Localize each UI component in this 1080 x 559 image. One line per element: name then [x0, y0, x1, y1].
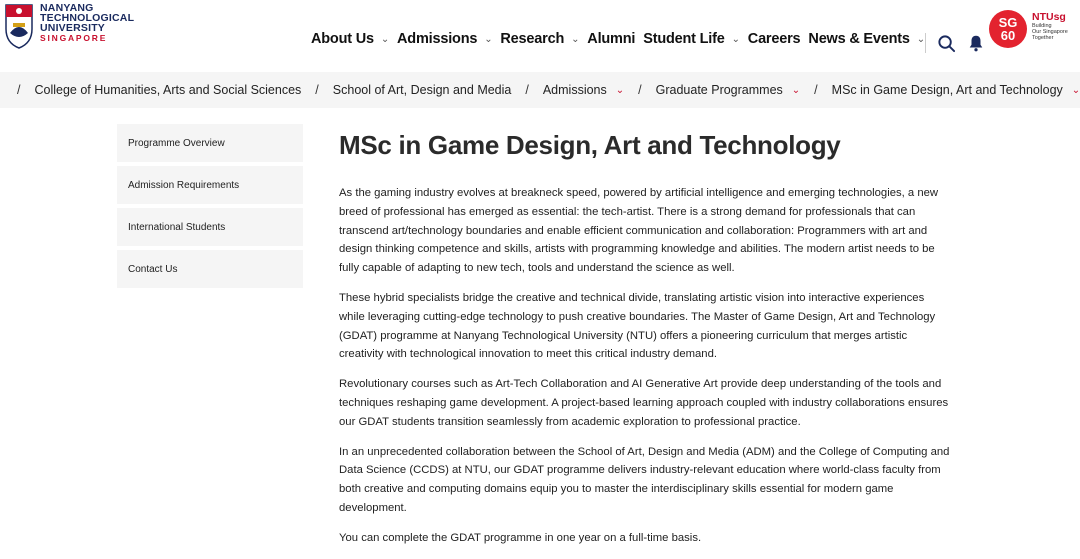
- intro-paragraph-4: In an unprecedented collaboration between the School of Art, Design and Media (ADM) and the College of Computing and Data Science (CCDS) at NTU, our GDAT programme delivers industry-relevant education where world-class faculty from both creative and computing domains equip you to master the interdisciplinary skills essential for modern game development.: [339, 445, 950, 514]
- nav-careers[interactable]: [748, 31, 801, 47]
- main-nav: [311, 31, 933, 47]
- breadcrumb-graduate-programmes[interactable]: [656, 83, 801, 97]
- breadcrumb-admissions[interactable]: [543, 83, 624, 97]
- nav-label: About Us: [311, 31, 374, 47]
- breadcrumb: [0, 72, 1080, 108]
- ntu-logo[interactable]: [4, 3, 134, 49]
- breadcrumb-school[interactable]: [333, 83, 512, 97]
- breadcrumb-separator: /: [814, 83, 818, 97]
- breadcrumb-separator: /: [17, 83, 21, 97]
- site-header: [0, 0, 1080, 66]
- ntusg-tagline-2: Our Singapore: [1032, 29, 1068, 35]
- sidebar: [117, 124, 303, 292]
- bell-icon[interactable]: [967, 34, 985, 52]
- breadcrumb-separator: /: [315, 83, 319, 97]
- nav-label: Careers: [747, 31, 801, 47]
- ntusg-tagline-1: Building: [1032, 23, 1052, 29]
- chevron-down-icon[interactable]: ⌄: [1071, 84, 1080, 96]
- breadcrumb-label: School of Art, Design and Media: [332, 83, 512, 97]
- sidebar-item-label: International Students: [128, 221, 226, 233]
- nav-label: Admissions: [397, 31, 478, 47]
- intro-paragraph-1: As the gaming industry evolves at breakneck speed, powered by artificial intelligence and emerging technologies, a new breed of professional has emerged as essential: the tech-artist. There is a strong demand for professionals that can transcend art/technology boundaries and enable efficient communication and collaboration: Programmers with art and design thinking competence and skills, artists with programming knowledge and abilities. The modern artist needs to be fully capable of adapting to new tech, tools and understand the science as well.: [339, 187, 939, 275]
- nav-label: Research: [500, 31, 565, 47]
- sidebar-item-international-students[interactable]: [117, 208, 303, 246]
- search-icon[interactable]: [937, 34, 956, 53]
- nav-label: Student Life: [643, 31, 725, 47]
- sidebar-item-contact-us[interactable]: [117, 250, 303, 288]
- intro-paragraph-5: You can complete the GDAT programme in one year on a full-time basis.: [339, 531, 702, 544]
- nav-news-events[interactable]: [808, 31, 925, 47]
- sidebar-item-label: Admission Requirements: [128, 179, 240, 191]
- nav-research[interactable]: [500, 31, 579, 47]
- breadcrumb-current-page[interactable]: [832, 83, 1080, 97]
- logo-line-4: SINGAPORE: [40, 33, 108, 43]
- nav-student-life[interactable]: [643, 31, 740, 47]
- breadcrumb-label: MSc in Game Design, Art and Technology: [831, 83, 1063, 97]
- breadcrumb-separator: /: [525, 83, 529, 97]
- logo-line-3: UNIVERSITY: [40, 22, 106, 34]
- nav-alumni[interactable]: [587, 31, 635, 47]
- breadcrumb-label: College of Humanities, Arts and Social Sciences: [34, 83, 302, 97]
- main-content: [339, 128, 951, 559]
- sg60-badge[interactable]: [989, 10, 1027, 48]
- sidebar-item-label: Contact Us: [128, 263, 178, 275]
- logo-line-2: TECHNOLOGICAL: [40, 12, 135, 24]
- sg60-line-1: SG: [998, 15, 1018, 30]
- ntusg-title: NTUsg: [1032, 11, 1066, 23]
- crest-icon: [4, 3, 34, 49]
- nav-divider: [925, 33, 926, 53]
- nav-about-us[interactable]: [311, 31, 389, 47]
- logo-line-1: NANYANG: [40, 2, 94, 14]
- chevron-down-icon: ⌄: [571, 33, 580, 45]
- ntusg-badge[interactable]: [1032, 11, 1068, 41]
- nav-label: News & Events: [808, 31, 910, 47]
- chevron-down-icon: ⌄: [916, 33, 925, 45]
- intro-paragraph-2: These hybrid specialists bridge the creative and technical divide, translating artistic vision into interactive experiences while leveraging cutting-edge technology to push creative boundaries. The Master of Game Design, Art and Technology (GDAT) programme at Nanyang Technological University (NTU) offers a pioneering curriculum that merges artistic creativity with technological innovation to meet this critical industry demand.: [339, 291, 936, 361]
- breadcrumb-college[interactable]: [34, 83, 301, 97]
- sidebar-item-label: Programme Overview: [128, 137, 225, 149]
- page-title: MSc in Game Design, Art and Technology: [339, 130, 841, 160]
- chevron-down-icon: ⌄: [380, 33, 390, 45]
- breadcrumb-separator: /: [638, 83, 642, 97]
- chevron-down-icon[interactable]: ⌄: [615, 84, 625, 96]
- logo-wordmark: [40, 3, 134, 43]
- nav-label: Alumni: [587, 31, 636, 47]
- chevron-down-icon: ⌄: [484, 33, 493, 45]
- breadcrumb-label: Graduate Programmes: [655, 83, 783, 97]
- chevron-down-icon[interactable]: ⌄: [791, 84, 801, 96]
- sidebar-item-admission-requirements[interactable]: [117, 166, 303, 204]
- ntusg-tagline-3: Together: [1032, 35, 1054, 41]
- nav-admissions[interactable]: [397, 31, 492, 47]
- chevron-down-icon: ⌄: [731, 33, 740, 45]
- sg60-line-2: 60: [1000, 28, 1016, 43]
- intro-paragraph-3: Revolutionary courses such as Art-Tech Collaboration and AI Generative Art provide deep understanding of the tools and techniques reshaping game development. A project-based learning approach coupled with industry collaborations ensures our GDAT students transition seamlessly from academic exploration to professional practice.: [339, 378, 949, 428]
- breadcrumb-label: Admissions: [542, 83, 607, 97]
- sidebar-item-programme-overview[interactable]: [117, 124, 303, 162]
